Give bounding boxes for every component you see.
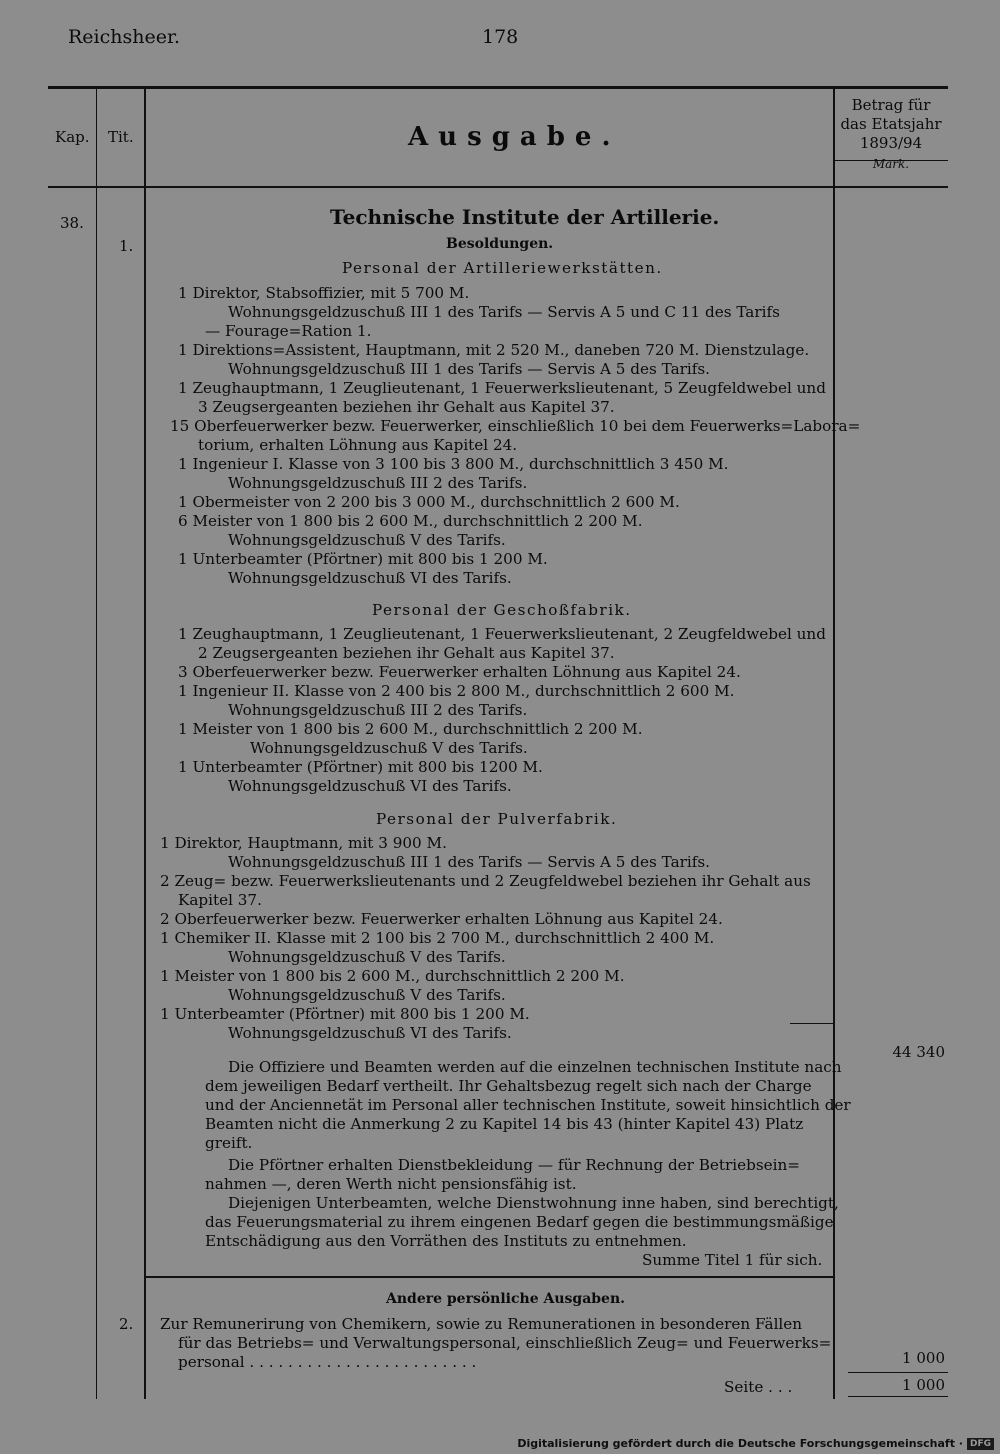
tit-header: Tit.	[108, 128, 134, 146]
text-line: Wohnungsgeldzuschuß VI des Tarifs.	[228, 777, 512, 795]
text-line: 15 Oberfeuerwerker bezw. Feuerwerker, einschließlich 10 bei dem Feuerwerks=Labora=	[170, 417, 861, 435]
text-line: Wohnungsgeldzuschuß VI des Tarifs.	[228, 569, 512, 587]
text-line: 2 Oberfeuerwerker bezw. Feuerwerker erhalten Löhnung aus Kapitel 24.	[160, 910, 723, 928]
tit1-end-rule	[146, 1276, 834, 1278]
amount-header-line-2: das Etatsjahr	[840, 115, 942, 133]
personnel-heading: Personal der Artilleriewerkstätten.	[342, 259, 663, 277]
tit-col-rule	[144, 89, 146, 1399]
digitization-credit	[517, 1437, 994, 1450]
seite-rule	[848, 1396, 948, 1397]
subsection-besoldungen: Besoldungen.	[446, 236, 554, 252]
text-line: Wohnungsgeldzuschuß III 2 des Tarifs.	[228, 701, 528, 719]
note-line: Die Offiziere und Beamten werden auf die einzelnen technischen Institute nach	[228, 1058, 842, 1076]
text-line: 1 Unterbeamter (Pförtner) mit 800 bis 1200 M.	[178, 758, 543, 776]
tit2-line: Zur Remunerirung von Chemikern, sowie zu Remunerationen in besonderen Fällen	[160, 1315, 803, 1333]
text-line: 1 Direktor, Hauptmann, mit 3 900 M.	[160, 834, 447, 852]
text-line: Wohnungsgeldzuschuß VI des Tarifs.	[228, 1024, 512, 1042]
tit2-line: für das Betriebs= und Verwaltungspersonal, einschließlich Zeug= und Feuerwerks=	[178, 1334, 832, 1352]
header-bottom-rule	[48, 186, 948, 188]
text-line: 2 Zeug= bezw. Feuerwerkslieutenants und 2 Zeugfeldwebel beziehen ihr Gehalt aus	[160, 872, 811, 890]
text-line: Wohnungsgeldzuschuß III 1 des Tarifs — Servis A 5 des Tarifs.	[228, 360, 710, 378]
amount-header-line-1: Betrag für	[851, 96, 931, 114]
text-line: Kapitel 37.	[178, 891, 262, 909]
text-line: torium, erhalten Löhnung aus Kapitel 24.	[198, 436, 518, 454]
text-line: 1 Obermeister von 2 200 bis 3 000 M., durchschnittlich 2 600 M.	[178, 493, 680, 511]
text-line: 3 Zeugsergeanten beziehen ihr Gehalt aus Kapitel 37.	[198, 398, 615, 416]
ausgabe-title: Ausgabe.	[408, 122, 621, 152]
text-line: 1 Ingenieur II. Klasse von 2 400 bis 2 800 M., durchschnittlich 2 600 M.	[178, 682, 735, 700]
note-line: das Feuerungsmaterial zu ihrem eingenen Bedarf gegen die bestimmungsmäßige	[205, 1213, 834, 1231]
kap-number: 38.	[60, 214, 84, 232]
text-line: 1 Zeughauptmann, 1 Zeuglieutenant, 1 Feuerwerkslieutenant, 2 Zeugfeldwebel und	[178, 625, 826, 643]
text-line: 1 Unterbeamter (Pförtner) mit 800 bis 1 200 M.	[178, 550, 548, 568]
text-line: 1 Zeughauptmann, 1 Zeuglieutenant, 1 Feuerwerkslieutenant, 5 Zeugfeldwebel und	[178, 379, 826, 397]
text-line: 1 Direktor, Stabsoffizier, mit 5 700 M.	[178, 284, 470, 302]
running-header: Reichsheer.	[68, 26, 181, 48]
note-line: Die Pförtner erhalten Dienstbekleidung — für Rechnung der Betriebsein=	[228, 1156, 800, 1174]
note-line: Diejenigen Unterbeamten, welche Dienstwohnung inne haben, sind berechtigt,	[228, 1194, 839, 1212]
text-line: 1 Meister von 1 800 bis 2 600 M., durchschnittlich 2 200 M.	[178, 720, 643, 738]
note-line: dem jeweiligen Bedarf vertheilt. Ihr Gehaltsbezug regelt sich nach der Charge	[205, 1077, 812, 1095]
text-line: 3 Oberfeuerwerker bezw. Feuerwerker erhalten Löhnung aus Kapitel 24.	[178, 663, 741, 681]
text-line: 1 Ingenieur I. Klasse von 3 100 bis 3 800 M., durchschnittlich 3 450 M.	[178, 455, 729, 473]
text-line: — Fourage=Ration 1.	[205, 322, 372, 340]
summe-titel-1: Summe Titel 1 für sich.	[642, 1251, 823, 1269]
tit-2-number: 2.	[119, 1315, 134, 1333]
amount-tit-1: 44 340	[892, 1043, 945, 1061]
dfg-logo-icon: DFG	[967, 1438, 994, 1450]
credit-text: Digitalisierung gefördert durch die Deutsche Forschungsgemeinschaft ·	[517, 1437, 963, 1450]
text-line: Wohnungsgeldzuschuß V des Tarifs.	[228, 986, 506, 1004]
text-line: 1 Meister von 1 800 bis 2 600 M., durchschnittlich 2 200 M.	[160, 967, 625, 985]
note-line: nahmen —, deren Werth nicht pensionsfähig ist.	[205, 1175, 577, 1193]
amount-tit-2: 1 000	[902, 1349, 945, 1367]
personnel-heading: Personal der Pulverfabrik.	[376, 810, 618, 828]
text-line: Wohnungsgeldzuschuß V des Tarifs.	[228, 531, 506, 549]
unit-label: Mark.	[872, 157, 910, 171]
subsection-andere-ausgaben: Andere persönliche Ausgaben.	[386, 1291, 626, 1307]
note-line: Entschädigung aus den Vorräthen des Instituts zu entnehmen.	[205, 1232, 687, 1250]
kap-header: Kap.	[55, 128, 90, 146]
tit1-sum-rule	[790, 1023, 834, 1024]
seite-amount: 1 000	[902, 1376, 945, 1394]
note-line: greift.	[205, 1134, 253, 1152]
note-line: Beamten nicht die Anmerkung 2 zu Kapitel 14 bis 43 (hinter Kapitel 43) Platz	[205, 1115, 804, 1133]
kap-col-rule	[96, 89, 97, 1399]
page-number: 178	[482, 26, 519, 48]
text-line: Wohnungsgeldzuschuß V des Tarifs.	[250, 739, 528, 757]
personnel-heading: Personal der Geschoßfabrik.	[372, 601, 632, 619]
amount-header-line-3: 1893/94	[859, 134, 923, 152]
tit2-amount-rule	[848, 1372, 948, 1373]
text-line: 1 Chemiker II. Klasse mit 2 100 bis 2 700 M., durchschnittlich 2 400 M.	[160, 929, 715, 947]
tit2-line: personal . . . . . . . . . . . . . . . . . . . . . . . .	[178, 1353, 477, 1371]
text-line: Wohnungsgeldzuschuß III 1 des Tarifs — Servis A 5 des Tarifs.	[228, 853, 710, 871]
top-rule-thick	[48, 86, 948, 89]
tit-1-number: 1.	[119, 237, 134, 255]
text-line: Wohnungsgeldzuschuß III 2 des Tarifs.	[228, 474, 528, 492]
text-line: 1 Direktions=Assistent, Hauptmann, mit 2 520 M., daneben 720 M. Dienstzulage.	[178, 341, 810, 359]
text-line: Wohnungsgeldzuschuß III 1 des Tarifs — Servis A 5 und C 11 des Tarifs	[228, 303, 780, 321]
amount-column-header	[835, 96, 947, 174]
text-line: 2 Zeugsergeanten beziehen ihr Gehalt aus Kapitel 37.	[198, 644, 615, 662]
text-line: 6 Meister von 1 800 bis 2 600 M., durchschnittlich 2 200 M.	[178, 512, 643, 530]
text-line: Wohnungsgeldzuschuß V des Tarifs.	[228, 948, 506, 966]
note-line: und der Anciennetät im Personal aller technischen Institute, soweit hinsichtlich der	[205, 1096, 851, 1114]
seite-label: Seite . . .	[724, 1378, 793, 1396]
section-title: Technische Institute der Artillerie.	[330, 205, 720, 229]
text-line: 1 Unterbeamter (Pförtner) mit 800 bis 1 200 M.	[160, 1005, 530, 1023]
